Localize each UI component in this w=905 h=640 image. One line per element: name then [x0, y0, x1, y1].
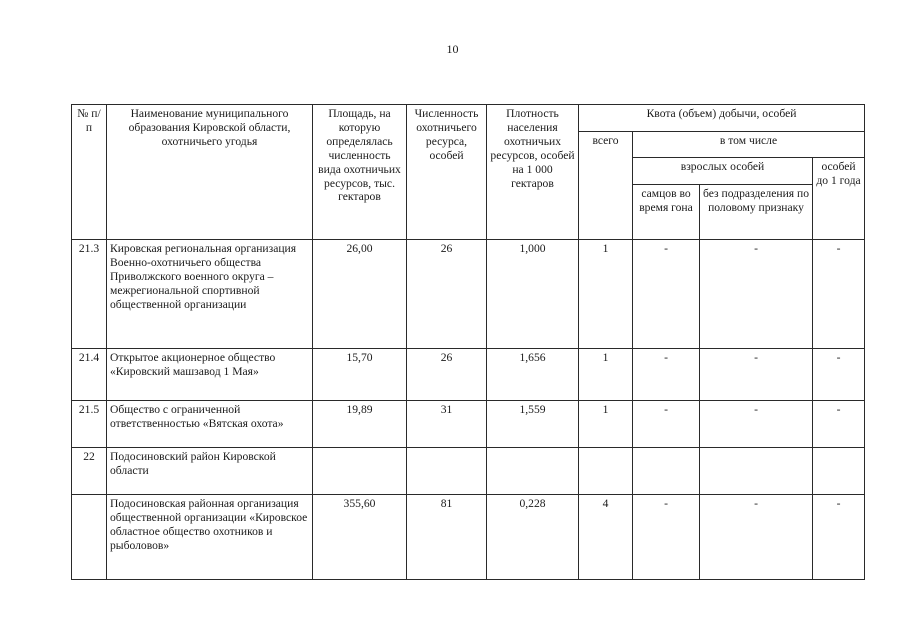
cell-num: 22	[72, 448, 107, 495]
cell-population: 26	[407, 240, 487, 349]
cell-density: 1,656	[487, 349, 579, 401]
cell-name: Кировская региональная организация Военно-охотничьего общества Приволжского военного округа – межрегиональной спортивной общественной организации	[107, 240, 313, 349]
header-population: Численность охотничьего ресурса, особей	[407, 105, 487, 240]
cell-density: 1,559	[487, 401, 579, 448]
cell-total: 1	[579, 401, 633, 448]
header-adults: взрослых особей	[633, 158, 813, 185]
cell-num: 21.3	[72, 240, 107, 349]
cell-population	[407, 448, 487, 495]
cell-name: Общество с ограниченной ответственностью «Вятская охота»	[107, 401, 313, 448]
cell-num: 21.4	[72, 349, 107, 401]
header-total: всего	[579, 132, 633, 240]
hunting-quota-table	[71, 104, 865, 580]
cell-total	[579, 448, 633, 495]
cell-males-rut: -	[633, 240, 700, 349]
cell-area: 19,89	[313, 401, 407, 448]
cell-name: Подосиновский район Кировской области	[107, 448, 313, 495]
cell-area: 355,60	[313, 495, 407, 580]
cell-males-rut: -	[633, 401, 700, 448]
header-area: Площадь, на которую определялась численность вида охотничьих ресурсов, тыс. гектаров	[313, 105, 407, 240]
cell-area: 15,70	[313, 349, 407, 401]
cell-no-sex	[700, 448, 813, 495]
cell-area	[313, 448, 407, 495]
cell-area: 26,00	[313, 240, 407, 349]
cell-no-sex: -	[700, 401, 813, 448]
cell-young: -	[813, 240, 865, 349]
cell-young: -	[813, 349, 865, 401]
cell-total: 1	[579, 240, 633, 349]
page-number: 10	[446, 42, 459, 56]
table-row	[72, 240, 865, 349]
cell-population: 81	[407, 495, 487, 580]
cell-no-sex: -	[700, 495, 813, 580]
cell-no-sex: -	[700, 349, 813, 401]
cell-males-rut	[633, 448, 700, 495]
cell-population: 31	[407, 401, 487, 448]
cell-name: Открытое акционерное общество «Кировский машзавод 1 Мая»	[107, 349, 313, 401]
header-young: особей до 1 года	[813, 158, 865, 240]
cell-males-rut: -	[633, 349, 700, 401]
table-row	[72, 448, 865, 495]
header-density: Плотность населения охотничьих ресурсов, особей на 1 000 гектаров	[487, 105, 579, 240]
header-name: Наименование муниципального образования Кировской области, охотничьего угодья	[107, 105, 313, 240]
cell-num	[72, 495, 107, 580]
cell-density: 1,000	[487, 240, 579, 349]
cell-young: -	[813, 401, 865, 448]
cell-total: 1	[579, 349, 633, 401]
header-no-sex: без подразделения по половому признаку	[700, 185, 813, 240]
header-males-rut: самцов во время гона	[633, 185, 700, 240]
cell-young: -	[813, 495, 865, 580]
table-row	[72, 349, 865, 401]
header-including: в том числе	[633, 132, 865, 158]
header-num: № п/п	[72, 105, 107, 240]
cell-name: Подосиновская районная организация общественной организации «Кировское областное общество охотников и рыболовов»	[107, 495, 313, 580]
cell-density: 0,228	[487, 495, 579, 580]
cell-num: 21.5	[72, 401, 107, 448]
cell-density	[487, 448, 579, 495]
cell-males-rut: -	[633, 495, 700, 580]
cell-total: 4	[579, 495, 633, 580]
cell-young	[813, 448, 865, 495]
cell-population: 26	[407, 349, 487, 401]
table-row	[72, 401, 865, 448]
header-quota: Квота (объем) добычи, особей	[579, 105, 865, 132]
table-row	[72, 495, 865, 580]
cell-no-sex: -	[700, 240, 813, 349]
